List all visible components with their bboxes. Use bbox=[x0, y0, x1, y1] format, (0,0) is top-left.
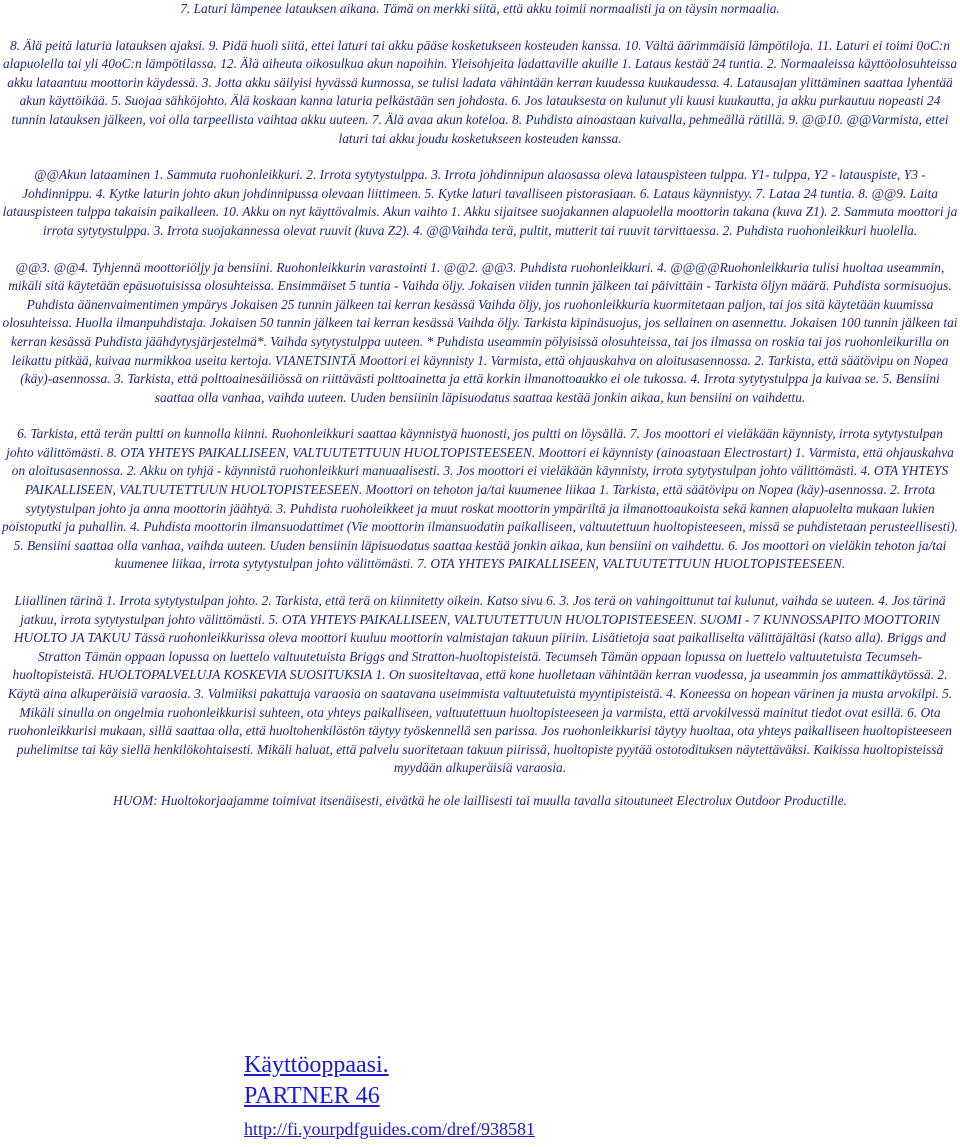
paragraph-charger-care: 8. Älä peitä laturia latauksen ajaksi. 9. Pidä huoli siitä, ettei laturi tai akku pääse kosketukseen kosteuden kanssa. 10. Vältä äärimmäisiä lämpötiloja. 11. Laturi ei toimi 0oC:n alapuolella tai yli 40oC:n lämpötilassa. 12. Älä aiheuta oikosulkua akun napoihin. Yleisohjeita ladattaville akuille 1. Lataus kestää 24 tuntia. 2. Normaaleissa käyttöolosuhteissa akku lataantuu moottorin käydessä. 3. Jotta akku säilyisi hyvässä kunnossa, se tulisi ladata vähintään kerran kuudessa kuukaudessa. 4. Latausajan ylittäminen saattaa lyhentää akun käyttöikää. 5. Suojaa sähköjohto. Älä koskaan kanna laturia pelkästään sen johdosta. 6. Jos latauksesta on kulunut yli kuusi kuukautta, ja akku purkautuu nopeasti 24 tunnin latauksen jälkeen, voi olla tarpeellista vaihtaa akku uuteen. 7. Älä avaa akun koteloa. 8. Puhdista ainoastaan kuivalla, pehmeällä rätillä. 9. @@10. @@Varmista, ettei laturi tai akku joudu kosketukseen kosteuden kanssa. bbox=[2, 37, 958, 146]
paragraph-vibration-service: Liiallinen tärinä 1. Irrota sytytystulpan johto. 2. Tarkista, että terä on kiinnitetty oikein. Katso sivu 6. 3. Jos terä on vahingoittunut tai kulunut, vaihda se uuteen. 4. Jos tärinä jatkuu, irrota sytytystulpan johto välittömästi. 5. OTA YHTEYS PAIKALLISEEN, VALTUUTETTUUN HUOLTOPISTEESEEN. SUOMI - 7 KUNNOSSAPITO MOOTTORIN HUOLTO JA TAKUU Tässä ruohonleikkurissa oleva moottori kuuluu moottorin valmistajan takuun piiriin. Lisätietoja saat paikalliselta välittäjältäsi (katso alla). Briggs and Stratton Tämän oppaan lopussa on luettelo valtuutetuista Briggs and Stratton-huoltopisteistä. Tecumseh Tämän oppaan lopussa on luettelo valtuutetuista Tecumseh-huoltopisteistä. HUOLTOPALVELUJA KOSKEVIA SUOSITUKSIA 1. On suositeltavaa, että kone huolletaan vähintään kerran vuodessa, ja useammin jos ammattikäytössä. 2. Käytä aina alkuperäisiä varaosia. 3. Valmiiksi pakattuja varaosia on saatavana useimmista valtuutetuista myyntipisteistä. 4. Koneessa on hopean värinen ja musta arvokilpi. 5. Mikäli sinulla on ongelmia ruohonleikkurisi suhteen, ota yhteys paikalliseen, valtuutettuun huoltopisteeseen ja varmista, että arvokilvessä mainitut tiedot ovat esillä. 6. Ota ruohonleikkurisi mukaan, sillä saattaa olla, että huoltohenkilöstön täytyy työskennellä sen parissa. Jos ruohonleikkurisi täytyy huoltaa, ota yhteys paikalliseen huoltopisteeseen puhelimitse tai käy siellä henkilökohtaisesti. Mikäli haluat, että palvelu suoritetaan takuun piirissä, huoltopiste pyytää ostotodituksen näytettäväksi. Kaikissa huoltopisteissä myydään alkuperäisiä varaosia. bbox=[7, 593, 953, 776]
footer-note: HUOM: Huoltokorjaajamme toimivat itsenäisesti, eivätkä he ole laillisesti tai muulla tavalla sitoutuneet Electrolux Outdoor Productille. bbox=[113, 792, 847, 808]
product-name-link[interactable]: PARTNER 46 bbox=[244, 1083, 380, 1109]
guide-title-link[interactable]: Käyttöoppaasi. bbox=[244, 1052, 389, 1078]
paragraph-engine-issues: 6. Tarkista, että terän pultti on kunnolla kiinni. Ruohonleikkuri saattaa käynnistyä huonosti, jos pultti on löysällä. 7. Jos moottori ei vieläkään käynnisty, irrota sytytystulpan johto välittömästi. 8. OTA YHTEYS PAIKALLISEEN, VALTUUTETTUUN HUOLTOPISTEESEEN. Moottori ei käynnisty (ainoastaan Electrostart) 1. Varmista, että ohjauskahva on aloitusasennossa. 2. Akku on tyhjä - käynnistä ruohonleikkuri manuaalisesti. 3. Jos moottori ei vieläkään käynnisty, irrota sytytystulpan johto välittömästi. 4. OTA YHTEYS PAIKALLISEEN, VALTUUTETTUUN HUOLTOPISTEESEEN. Moottori on tehoton ja/tai kuumenee liikaa 1. Tarkista, että säätövipu on Nopea (käy)-asennossa. 2. Irrota sytytystulpan johto ja anna moottorin jäähtyä. 3. Puhdista ruoholeikkeet ja muut roskat moottorin ympäriltä ja ilmanottoaukoista sekä kannen alapuolelta mukaan lukien poistoputki ja puhallin. 4. Puhdista moottorin ilmansuodattimet (Vie moottorin ilmansuodatin paikalliseen, valtuutettuun huoltopisteeseen, missä se puhdistetaan perusteellisesti). 5. Bensiini saattaa olla vanhaa, vaihda uuteen. Uuden bensiinin läpisuodatus saattaa kestää jonkin aikaa, kun bensiini on vaihdettu. 6. Jos moottori on vieläkin tehoton ja/tai kuumenee liikaa, irrota sytytystulpan johto välittömästi. 7. OTA YHTEYS PAIKALLISEEN, VALTUUTETTUUN HUOLTOPISTEESEEN. bbox=[2, 426, 958, 572]
guide-links bbox=[244, 1050, 535, 1144]
manual-body bbox=[2, 0, 958, 811]
paragraph-maintenance-troubleshooting: @@3. @@4. Tyhjennä moottoriöljy ja bensiini. Ruohonleikkurin varastointi 1. @@2. @@3. Puhdista ruohonleikkuri. 4. @@@@Ruohonleikkuria tulisi huoltaa useammin, mikäli sitä käytetään epäsuotuisissa olosuhteissa. Ensimmäiset 5 tuntia - Vaihda öljy. Jokaisen viiden tunnin jälkeen tai päivittäin - Tarkista öljyn määrä. Puhdista sormisuojus. Puhdista äänenvaimentimen ympärys Jokaisen 25 tunnin jälkeen tai kerran kesässä Vaihda öljy, jos ruohonleikkuria kuormitetaan paljon, tai jos sitä käytetään kuumissa olosuhteissa. Huolla ilmanpuhdistaja. Jokaisen 50 tunnin jälkeen tai kerran kesässä Vaihda öljy. Tarkista kipinäsuojus, jos sellainen on asennettu. Jokaisen 100 tunnin jälkeen tai kerran kesässä Puhdista jäähdytysjärjestelmä*. Vaihda sytytystulppa uuteen. * Puhdista useammin pölyisissä olosuhteissa, tai jos ilmassa on roskia tai jos ruohonleikurilla on leikattu pitkää, kuivaa nurmikkoa useita kertoja. VIANETSINTÄ Moottori ei käynnisty 1. Varmista, että ohjauskahva on aloitusasennossa. 2. Tarkista, että säätövipu on Nopea (käy)-asennossa. 3. Tarkista, että polttoainesäiliössä on riittävästi polttoainetta ja että korkin ilmanottoaukko ei ole tukossa. 4. Irrota sytytystulppa ja kuivaa se. 5. Bensiini saattaa olla vanhaa, vaihda uuteen. Uuden bensiinin läpisuodatus saattaa kestää jonkin aikaa, kun bensiini on vaihdettu. bbox=[2, 259, 958, 405]
guide-url-link[interactable]: http://fi.yourpdfguides.com/dref/938581 bbox=[244, 1119, 535, 1139]
paragraph-charger-heat: 7. Laturi lämpenee latauksen aikana. Tämä on merkki siitä, että akku toimii normaalisti ja on täysin normaalia. bbox=[180, 1, 780, 16]
paragraph-battery-charging: @@Akun lataaminen 1. Sammuta ruohonleikkuri. 2. Irrota sytytystulppa. 3. Irrota johdinnipun alaosassa oleva latauspisteen tulppa. Y1- tulppa, Y2 - latauspiste, Y3 - Johdinnippu. 4. Kytke laturin johto akun johdinnipussa olevaan liittimeen. 5. Kytke laturi tavalliseen pistorasiaan. 6. Lataus käynnistyy. 7. Lataa 24 tuntia. 8. @@9. Laita latauspisteen tulppa takaisin paikalleen. 10. Akku on nyt käyttövalmis. Akun vaihto 1. Akku sijaitsee suojakannen alapuolella moottorin takana (kuva Z1). 2. Sammuta moottori ja irrota sytytystulppa. 3. Irrota suojakannessa olevat ruuvit (kuva Z2). 4. @@Vaihda terä, pultit, mutterit tai ruuvit tarvittaessa. 2. Puhdista ruohonleikkuri huolella. bbox=[2, 167, 958, 238]
